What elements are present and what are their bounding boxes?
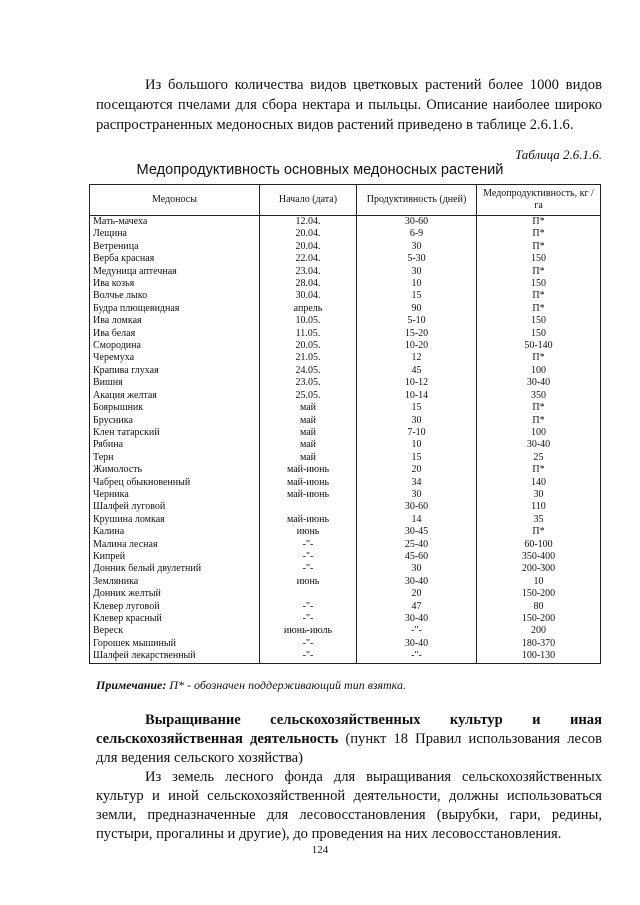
duration-cell: 10-20 — [357, 340, 477, 352]
plant-name-cell: Вереск — [90, 625, 260, 637]
start-date-cell: -"- — [260, 650, 357, 663]
note-label: Примечание: — [96, 678, 167, 692]
honey-yield-cell: П* — [477, 464, 601, 476]
duration-cell: 10 — [357, 439, 477, 451]
honey-yield-cell: П* — [477, 526, 601, 538]
table-title: Медопродуктивность основных медоносных растений — [136, 162, 504, 178]
table-row — [90, 315, 601, 327]
start-date-cell: 28.04. — [260, 278, 357, 290]
honey-yield-cell: 150 — [477, 253, 601, 265]
table-row — [90, 278, 601, 290]
header-duration: Продуктивность (дней) — [357, 185, 477, 216]
start-date-cell: 11.05. — [260, 328, 357, 340]
plant-name-cell: Верба красная — [90, 253, 260, 265]
honey-yield-cell: 150 — [477, 328, 601, 340]
start-date-cell: 22.04. — [260, 253, 357, 265]
duration-cell: 25-40 — [357, 539, 477, 551]
plant-name-cell: Крапива глухая — [90, 365, 260, 377]
duration-cell: -"- — [357, 650, 477, 663]
start-date-cell: 24.05. — [260, 365, 357, 377]
plant-name-cell: Крушина ломкая — [90, 514, 260, 526]
duration-cell: 45-60 — [357, 551, 477, 563]
plant-name-cell: Рябина — [90, 439, 260, 451]
plant-name-cell: Боярышник — [90, 402, 260, 414]
duration-cell: 30 — [357, 241, 477, 253]
start-date-cell — [260, 588, 357, 600]
table-row — [90, 352, 601, 364]
table-row — [90, 452, 601, 464]
start-date-cell: июнь — [260, 576, 357, 588]
honey-yield-cell: 100 — [477, 427, 601, 439]
plant-name-cell: Чабрец обыкновенный — [90, 477, 260, 489]
start-date-cell: 10.05. — [260, 315, 357, 327]
table-row — [90, 415, 601, 427]
start-date-cell: -"- — [260, 551, 357, 563]
table-body — [90, 216, 601, 664]
section-heading-rest: (пункт 18 Правил использования лесов для ведения сельского хозяйства) — [96, 731, 602, 766]
start-date-cell: 23.04. — [260, 266, 357, 278]
honey-yield-cell: 35 — [477, 514, 601, 526]
table-row — [90, 501, 601, 513]
duration-cell: 30 — [357, 563, 477, 575]
start-date-cell: 21.05. — [260, 352, 357, 364]
duration-cell: 15 — [357, 452, 477, 464]
plant-name-cell: Горошек мышиный — [90, 638, 260, 650]
duration-cell: 10 — [357, 278, 477, 290]
duration-cell: 6-9 — [357, 228, 477, 240]
table-row — [90, 514, 601, 526]
duration-cell: 7-10 — [357, 427, 477, 439]
table-row — [90, 365, 601, 377]
duration-cell: 30 — [357, 415, 477, 427]
table-row — [90, 563, 601, 575]
plant-name-cell: Калина — [90, 526, 260, 538]
table-row — [90, 427, 601, 439]
plant-name-cell: Вишня — [90, 377, 260, 389]
table-row — [90, 439, 601, 451]
plant-name-cell: Земляника — [90, 576, 260, 588]
honey-yield-cell: 30 — [477, 489, 601, 501]
table-row — [90, 377, 601, 389]
start-date-cell: май-июнь — [260, 489, 357, 501]
table-row — [90, 601, 601, 613]
page-number: 124 — [311, 844, 329, 856]
table-row — [90, 303, 601, 315]
note-text: П* - обозначен поддерживающий тип взятка. — [166, 678, 406, 692]
duration-cell: 30-40 — [357, 576, 477, 588]
plant-name-cell: Клевер луговой — [90, 601, 260, 613]
plant-name-cell: Мать-мачеха — [90, 216, 260, 229]
honey-yield-cell: 10 — [477, 576, 601, 588]
plant-name-cell: Жимолость — [90, 464, 260, 476]
table-row — [90, 253, 601, 265]
plant-name-cell: Смородина — [90, 340, 260, 352]
duration-cell: 14 — [357, 514, 477, 526]
honey-yield-cell: П* — [477, 290, 601, 302]
plant-name-cell: Клен татарский — [90, 427, 260, 439]
start-date-cell: май-июнь — [260, 477, 357, 489]
honey-yield-cell: 200-300 — [477, 563, 601, 575]
duration-cell: -"- — [357, 625, 477, 637]
table-row — [90, 625, 601, 637]
table-row — [90, 526, 601, 538]
honey-yield-cell: П* — [477, 402, 601, 414]
table-row — [90, 489, 601, 501]
honey-yield-cell: 180-370 — [477, 638, 601, 650]
honey-yield-cell: 150-200 — [477, 613, 601, 625]
honey-yield-cell: 80 — [477, 601, 601, 613]
duration-cell: 30-45 — [357, 526, 477, 538]
honey-yield-cell: 150 — [477, 315, 601, 327]
start-date-cell: май — [260, 452, 357, 464]
table-row — [90, 650, 601, 663]
duration-cell: 45 — [357, 365, 477, 377]
start-date-cell: май — [260, 402, 357, 414]
plant-name-cell: Ветреница — [90, 241, 260, 253]
plant-name-cell: Терн — [90, 452, 260, 464]
honey-yield-cell: П* — [477, 303, 601, 315]
table-row — [90, 290, 601, 302]
plant-name-cell: Клевер красный — [90, 613, 260, 625]
honey-yield-cell: П* — [477, 266, 601, 278]
duration-cell: 5-10 — [357, 315, 477, 327]
honey-yield-cell: П* — [477, 216, 601, 229]
section-paragraph: Из земель лесного фонда для выращивания сельскохозяйственных культур и иной сельскохозяйственной деятельности, должны использоваться земли, предназначенные для лесовосстановления (вырубки, гари, редины, пустыри, прогалины и другие), до проведения на них лесовосстановления. — [96, 769, 602, 842]
start-date-cell: 20.05. — [260, 340, 357, 352]
table-row — [90, 340, 601, 352]
intro-text: Из большого количества видов цветковых растений более 1000 видов посещаются пчелами для сбора нектара и пыльцы. Описание наиболее широко распространенных медоносных видов растений приведено в таблице 2.6.1.6. — [96, 77, 602, 133]
table-caption: Таблица 2.6.1.6. — [514, 147, 602, 162]
duration-cell: 15-20 — [357, 328, 477, 340]
plant-name-cell: Волчье лыко — [90, 290, 260, 302]
start-date-cell: 25.05. — [260, 390, 357, 402]
duration-cell: 34 — [357, 477, 477, 489]
start-date-cell — [260, 501, 357, 513]
table-row — [90, 328, 601, 340]
table-row — [90, 464, 601, 476]
table-row — [90, 241, 601, 253]
start-date-cell: 12.04. — [260, 216, 357, 229]
duration-cell: 30-40 — [357, 638, 477, 650]
plant-name-cell: Ива ломкая — [90, 315, 260, 327]
honey-yield-cell: 100-130 — [477, 650, 601, 663]
honey-yield-cell: 110 — [477, 501, 601, 513]
table-row — [90, 266, 601, 278]
start-date-cell: 30.04. — [260, 290, 357, 302]
table-row — [90, 477, 601, 489]
duration-cell: 90 — [357, 303, 477, 315]
plant-name-cell: Брусника — [90, 415, 260, 427]
honey-yield-cell: 350-400 — [477, 551, 601, 563]
plant-name-cell: Шалфей лекарственный — [90, 650, 260, 663]
start-date-cell: 20.04. — [260, 241, 357, 253]
honey-yield-cell: 25 — [477, 452, 601, 464]
duration-cell: 10-14 — [357, 390, 477, 402]
start-date-cell: -"- — [260, 539, 357, 551]
duration-cell: 12 — [357, 352, 477, 364]
table-row — [90, 588, 601, 600]
duration-cell: 5-30 — [357, 253, 477, 265]
honey-yield-cell: 60-100 — [477, 539, 601, 551]
plant-name-cell: Кипрей — [90, 551, 260, 563]
start-date-cell: -"- — [260, 613, 357, 625]
table-row — [90, 539, 601, 551]
start-date-cell: май — [260, 415, 357, 427]
header-start-date: Начало (дата) — [260, 185, 357, 216]
plant-name-cell: Черника — [90, 489, 260, 501]
duration-cell: 20 — [357, 588, 477, 600]
honey-yield-cell: П* — [477, 415, 601, 427]
plant-name-cell: Лещина — [90, 228, 260, 240]
plant-name-cell: Черемуха — [90, 352, 260, 364]
duration-cell: 47 — [357, 601, 477, 613]
header-plants: Медоносы — [90, 185, 260, 216]
plant-name-cell: Ива белая — [90, 328, 260, 340]
honey-yield-cell: П* — [477, 228, 601, 240]
start-date-cell: -"- — [260, 601, 357, 613]
start-date-cell: июнь — [260, 526, 357, 538]
duration-cell: 15 — [357, 290, 477, 302]
table-note — [96, 678, 406, 693]
honey-yield-cell: 30-40 — [477, 377, 601, 389]
duration-cell: 20 — [357, 464, 477, 476]
plant-name-cell: Будра плющевидная — [90, 303, 260, 315]
header-honey-yield: Медопродуктивность, кг / га — [477, 185, 601, 216]
agriculture-section — [96, 711, 602, 844]
table-row — [90, 613, 601, 625]
honey-yield-cell: 50-140 — [477, 340, 601, 352]
start-date-cell: апрель — [260, 303, 357, 315]
honey-yield-cell: 200 — [477, 625, 601, 637]
table-row — [90, 638, 601, 650]
honey-yield-cell: 150-200 — [477, 588, 601, 600]
intro-paragraph — [96, 75, 602, 135]
start-date-cell: июнь-июль — [260, 625, 357, 637]
table-row — [90, 228, 601, 240]
honey-yield-cell: 150 — [477, 278, 601, 290]
duration-cell: 15 — [357, 402, 477, 414]
plant-name-cell: Ива козья — [90, 278, 260, 290]
start-date-cell: 23.05. — [260, 377, 357, 389]
honey-yield-cell: П* — [477, 352, 601, 364]
duration-cell: 30 — [357, 489, 477, 501]
start-date-cell: май-июнь — [260, 464, 357, 476]
start-date-cell: май — [260, 427, 357, 439]
honey-yield-cell: П* — [477, 241, 601, 253]
honey-plants-table — [89, 184, 601, 664]
table-header-row — [90, 185, 601, 216]
start-date-cell: -"- — [260, 638, 357, 650]
start-date-cell: май-июнь — [260, 514, 357, 526]
duration-cell: 30 — [357, 266, 477, 278]
plant-name-cell: Шалфей луговой — [90, 501, 260, 513]
section-heading — [96, 711, 602, 768]
table-row — [90, 576, 601, 588]
duration-cell: 10-12 — [357, 377, 477, 389]
plant-name-cell: Донник белый двулетний — [90, 563, 260, 575]
table-row — [90, 390, 601, 402]
table-row — [90, 216, 601, 229]
start-date-cell: -"- — [260, 563, 357, 575]
plant-name-cell: Акация желтая — [90, 390, 260, 402]
duration-cell: 30-60 — [357, 216, 477, 229]
plant-name-cell: Малина лесная — [90, 539, 260, 551]
table-row — [90, 551, 601, 563]
duration-cell: 30-60 — [357, 501, 477, 513]
honey-yield-cell: 350 — [477, 390, 601, 402]
honey-yield-cell: 30-40 — [477, 439, 601, 451]
duration-cell: 30-40 — [357, 613, 477, 625]
honey-yield-cell: 100 — [477, 365, 601, 377]
plant-name-cell: Медуница аптечная — [90, 266, 260, 278]
section-heading-bold: Выращивание сельскохозяйственных культур и иная сельскохозяйственная деятельность — [96, 712, 602, 747]
honey-yield-cell: 140 — [477, 477, 601, 489]
plant-name-cell: Донник желтый — [90, 588, 260, 600]
start-date-cell: май — [260, 439, 357, 451]
start-date-cell: 20.04. — [260, 228, 357, 240]
table-row — [90, 402, 601, 414]
